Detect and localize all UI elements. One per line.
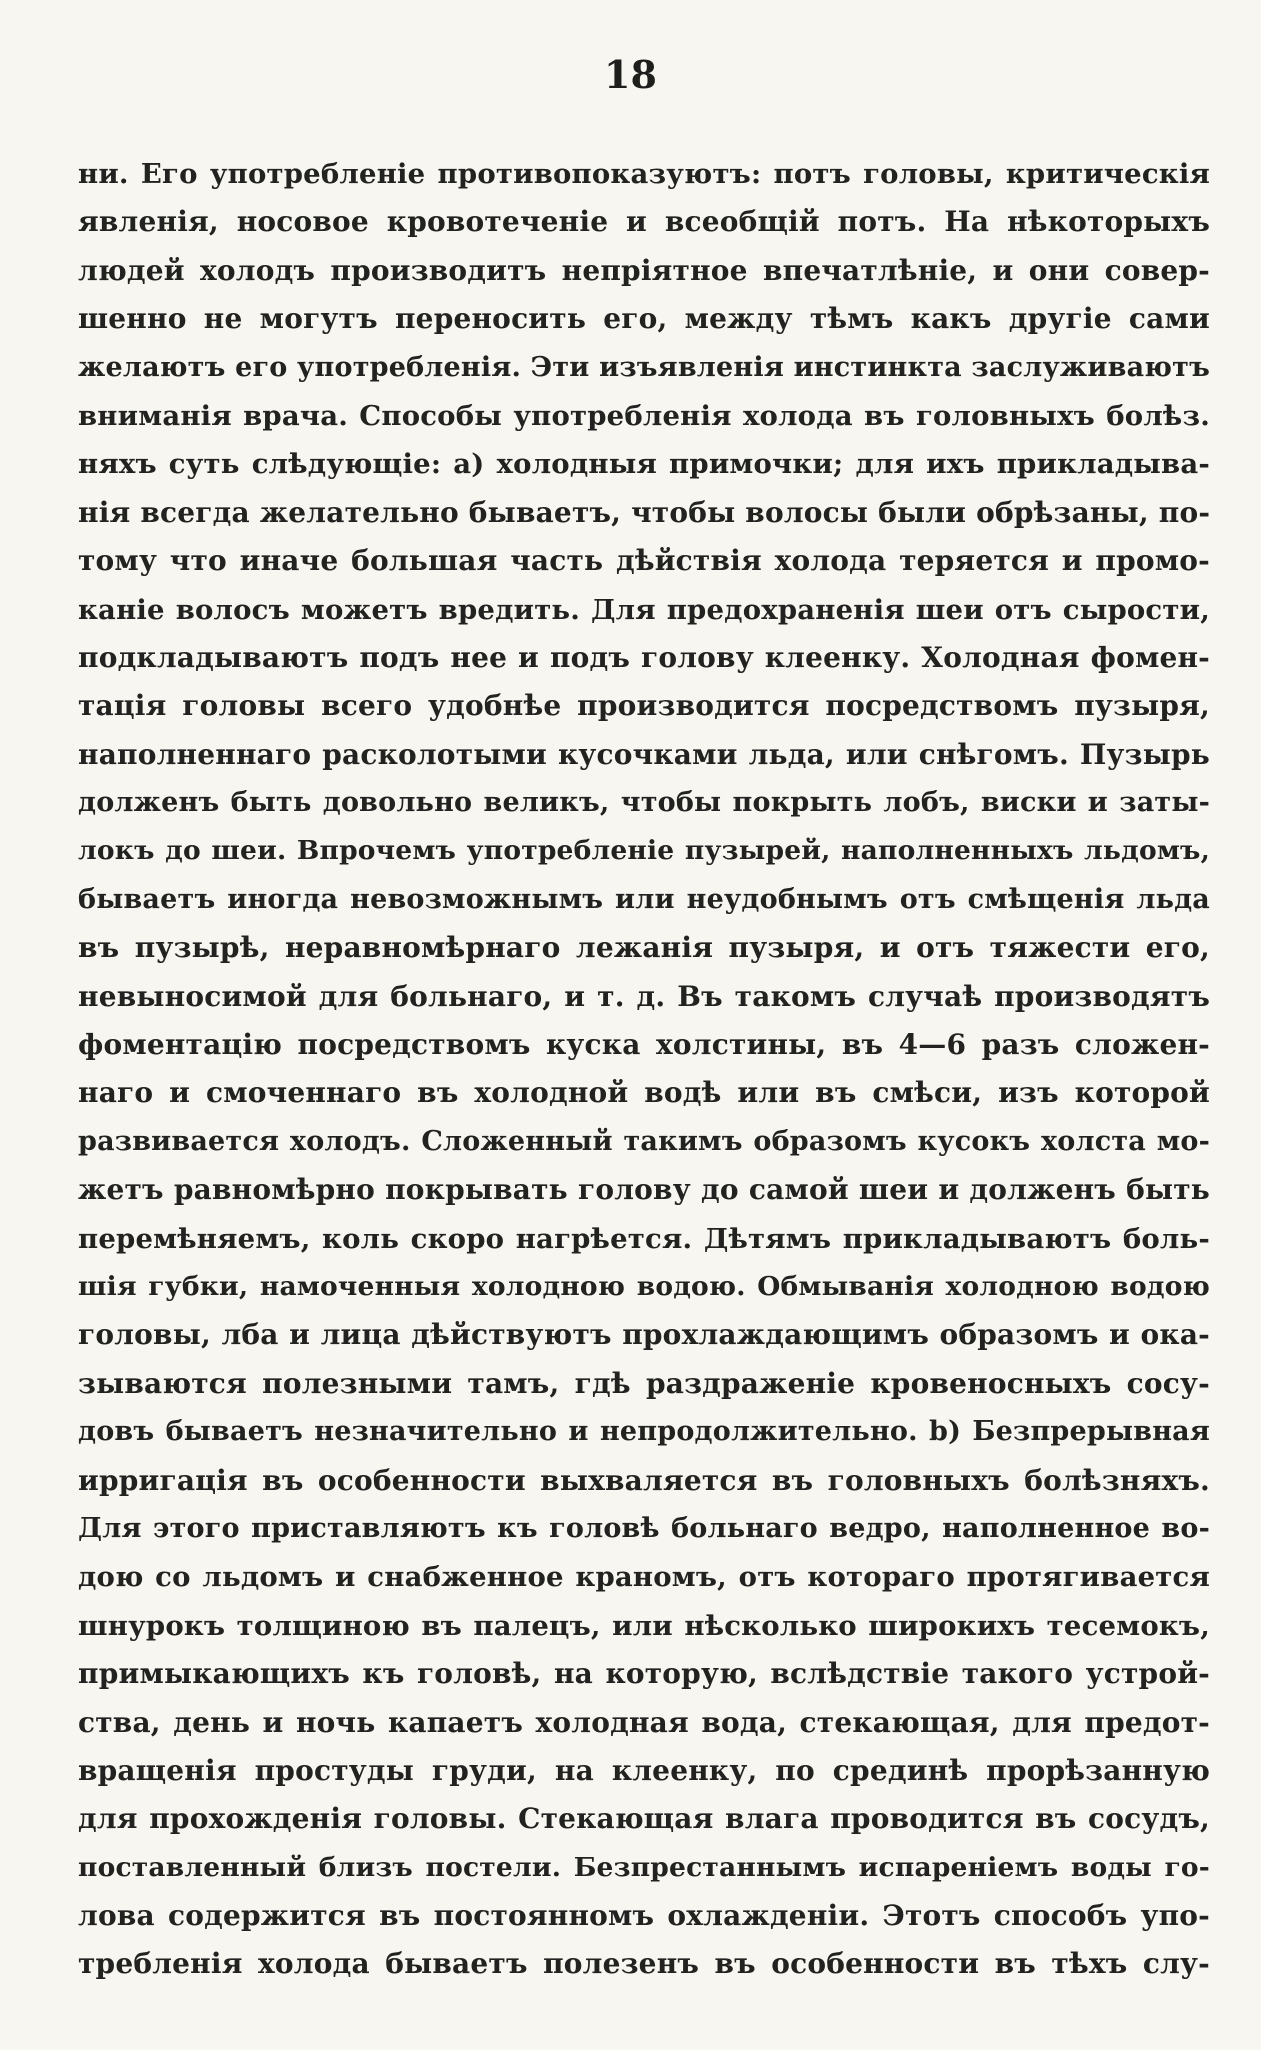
- text-line: поставленный близъ постели. Безпрестаннымъ испареніемъ воды го-: [78, 1851, 1210, 1883]
- text-line: долженъ быть довольно великъ, чтобы покрыть лобъ, виски и заты-: [78, 787, 1210, 819]
- text-line: няхъ суть слѣдующіе: а) холодныя примочки; для ихъ прикладыва-: [78, 448, 1210, 481]
- text-line: жетъ равномѣрно покрывать голову до самой шеи и долженъ быть: [78, 1173, 1210, 1207]
- text-line: невыносимой для больнаго, и т. д. Въ такомъ случаѣ производятъ: [78, 979, 1210, 1013]
- text-line: примыкающихъ къ головѣ, на которую, вслѣдствіе такого устрой-: [78, 1657, 1210, 1691]
- text-line: тація головы всего удобнѣе производится посредствомъ пузыря,: [78, 689, 1210, 723]
- text-line: бываетъ иногда невозможнымъ или неудобнымъ отъ смѣщенія льда: [78, 883, 1210, 915]
- text-line: фоментацію посредствомъ куска холстины, въ 4—6 разъ сложен-: [78, 1028, 1210, 1062]
- text-line: явленія, носовое кровотеченіе и всеобщій потъ. На нѣкоторыхъ: [78, 205, 1210, 239]
- text-line: тому что иначе большая часть дѣйствія холода теряется и промо-: [78, 544, 1210, 578]
- text-line: подкладываютъ подъ нее и подъ голову клеенку. Холодная фомен-: [78, 640, 1210, 674]
- text-line: дою со льдомъ и снабженное краномъ, отъ котораго протягивается: [78, 1561, 1210, 1594]
- body-text: [78, 150, 1210, 1989]
- text-line: развивается холодъ. Сложенный такимъ образомъ кусокъ холста мо-: [78, 1125, 1210, 1157]
- text-line: наполненнаго расколотыми кусочками льда, или снѣгомъ. Пузырь: [78, 737, 1210, 771]
- text-line: локъ до шеи. Впрочемъ употребленіе пузырей, наполненныхъ льдомъ,: [78, 835, 1210, 867]
- text-line: довъ бываетъ незначительно и непродолжительно. b) Безпрерывная: [78, 1416, 1210, 1448]
- text-line: требленія холода бываетъ полезенъ въ особенности въ тѣхъ слу-: [78, 1947, 1210, 1981]
- text-line: шнурокъ толщиною въ палецъ, или нѣсколько широкихъ тесемокъ,: [78, 1609, 1210, 1642]
- text-line: перемѣняемъ, коль скоро нагрѣется. Дѣтямъ прикладываютъ боль-: [78, 1222, 1210, 1255]
- text-line: желаютъ его употребленія. Эти изъявленія инстинкта заслуживаютъ: [78, 351, 1210, 383]
- text-line: Для этого приставляютъ къ головѣ больнаго ведро, наполненное во-: [78, 1512, 1210, 1544]
- text-line: ирригація въ особенности выхваляется въ головныхъ болѣзняхъ.: [78, 1463, 1210, 1497]
- text-line: шенно не могутъ переносить его, между тѣмъ какъ другіе сами: [78, 302, 1210, 336]
- text-line: вращенія простуды груди, на клеенку, по срединѣ прорѣзанную: [78, 1753, 1210, 1787]
- text-line: ства, день и ночь капаетъ холодная вода, стекающая, для предот-: [78, 1705, 1210, 1739]
- text-line: для прохожденія головы. Стекающая влага проводится въ сосудъ,: [78, 1802, 1210, 1836]
- text-line: наго и смоченнаго въ холодной водѣ или въ смѣси, изъ которой: [78, 1076, 1210, 1110]
- text-line: каніе волосъ можетъ вредить. Для предохраненія шеи отъ сырости,: [78, 593, 1210, 626]
- text-line: зываются полезными тамъ, гдѣ раздраженіе кровеносныхъ сосу-: [78, 1366, 1210, 1400]
- text-line: въ пузырѣ, неравномѣрнаго лежанія пузыря, и отъ тяжести его,: [78, 931, 1210, 965]
- text-line: ни. Его употребленіе противопоказуютъ: потъ головы, критическія: [78, 158, 1210, 190]
- text-line: людей холодъ производитъ непріятное впечатлѣніе, и они совер-: [78, 253, 1210, 287]
- text-line: головы, лба и лица дѣйствуютъ прохлаждающимъ образомъ и ока-: [78, 1318, 1210, 1352]
- text-line: лова содержится въ постоянномъ охлажденіи. Этотъ способъ упо-: [78, 1899, 1210, 1933]
- text-line: нія всегда желательно бываетъ, чтобы волосы были обрѣзаны, по-: [78, 495, 1211, 529]
- text-line: вниманія врача. Способы употребленія холода въ головныхъ болѣз.: [78, 399, 1210, 432]
- text-line: шія губки, намоченныя холодною водою. Обмыванія холодною водою: [78, 1270, 1210, 1302]
- page-number: 18: [604, 52, 657, 97]
